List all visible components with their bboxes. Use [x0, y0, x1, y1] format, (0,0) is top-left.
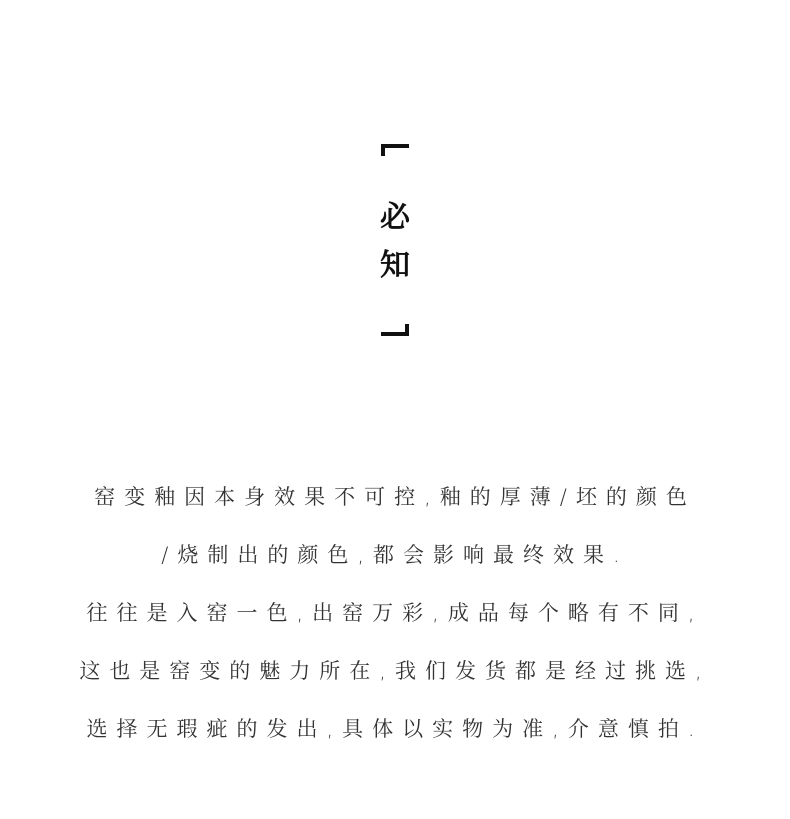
notice-line: 选择无瑕疵的发出,具体以实物为准,介意慎拍. — [86, 717, 704, 741]
notice-line: 窑变釉因本身效果不可控,釉的厚薄/坯的颜色 — [94, 485, 696, 509]
notice-paragraph — [0, 476, 790, 766]
notice-line: /烧制出的颜色,都会影响最终效果. — [161, 543, 629, 567]
title-char-1: 必 — [380, 200, 410, 235]
title-char-2: 知 — [380, 248, 410, 283]
open-bracket-mark — [381, 144, 409, 156]
title-block — [0, 138, 790, 348]
close-bracket-mark — [381, 324, 409, 336]
notice-line: 往往是入窑一色,出窑万彩,成品每个略有不同, — [86, 601, 704, 625]
notice-line: 这也是窑变的魅力所在,我们发货都是经过挑选, — [79, 659, 711, 683]
